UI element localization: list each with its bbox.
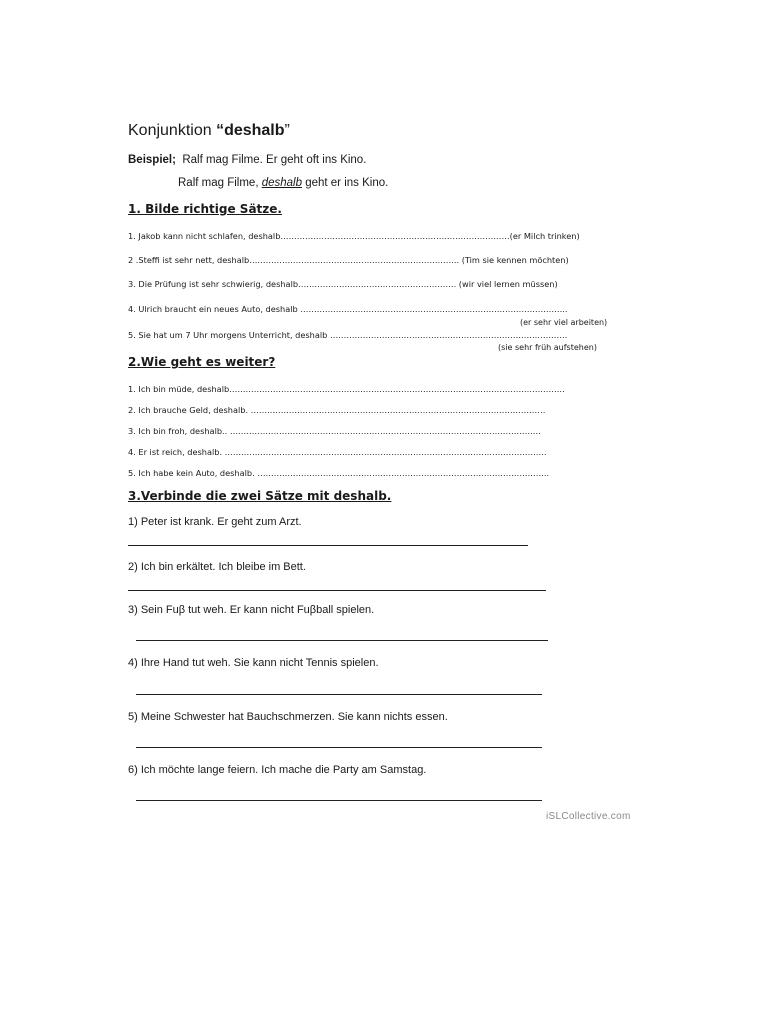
example-line-1: Beispiel; Ralf mag Filme. Er geht oft ins Kino. [128,154,367,166]
section-1-hint: (er sehr viel arbeiten) [520,318,608,327]
answer-line[interactable] [136,747,542,748]
section-2-item: 3. Ich bin froh, deshalb.. …………………………………………………………………………………………………… [128,426,541,436]
section-3-heading: 3.Verbinde die zwei Sätze mit deshalb. [128,489,392,503]
section-2-item: 1. Ich bin müde, deshalb…………………………………………………………………………………………………………… [128,384,565,394]
section-1-item: 3. Die Prüfung ist sehr schwierig, deshalb…………………………………………………. (wir viel lernen müssen) [128,279,558,289]
section-2-item: 5. Ich habe kein Auto, deshalb. …………………………………………………………………………………………….. [128,468,550,478]
answer-line[interactable] [136,640,548,641]
section-1-hint: (sie sehr früh aufstehen) [498,343,597,352]
section-3-question: 4) Ihre Hand tut weh. Sie kann nicht Tennis spielen. [128,657,379,669]
section-3-question: 2) Ich bin erkältet. Ich bleibe im Bett. [128,561,306,573]
section-3-question: 3) Sein Fuβ tut weh. Er kann nicht Fuβball spielen. [128,604,375,616]
section-3-question: 5) Meine Schwester hat Bauchschmerzen. Sie kann nichts essen. [128,711,448,723]
section-1-item: 1. Jakob kann nicht schlafen, deshalb…………………………………………………………………………(er Milch trinken) [128,231,580,241]
section-3-question: 1) Peter ist krank. Er geht zum Arzt. [128,516,302,528]
example-label: Beispiel; [128,154,176,166]
section-1-item: 4. Ulrich braucht ein neues Auto, deshalb …………………………………………………………………………………….. [128,304,568,314]
section-2-item: 2. Ich brauche Geld, deshalb. ……………………………………………………………………………………………… [128,405,546,415]
section-1-item: 5. Sie hat um 7 Uhr morgens Unterricht, deshalb …………………………………………………………………………… [128,330,568,340]
section-1-item: 2 .Steffi ist sehr nett, deshalb………………………………………………………………….. (Tim sie kennen möchten) [128,255,569,265]
watermark-logo: iSLCollective.com [546,811,631,822]
answer-line[interactable] [128,590,546,591]
section-1-heading: 1. Bilde richtige Sätze. [128,202,282,216]
answer-line[interactable] [128,545,528,546]
answer-line[interactable] [136,800,542,801]
section-2-item: 4. Er ist reich, deshalb. ………………………………………………………………………………………………………. [128,447,547,457]
answer-line[interactable] [136,694,542,695]
example-line-2: Ralf mag Filme, deshalb geht er ins Kino. [178,177,389,189]
page-title: Konjunktion “deshalb” [128,122,290,139]
section-2-heading: 2.Wie geht es weiter? [128,355,276,369]
section-3-question: 6) Ich möchte lange feiern. Ich mache die Party am Samstag. [128,764,427,776]
